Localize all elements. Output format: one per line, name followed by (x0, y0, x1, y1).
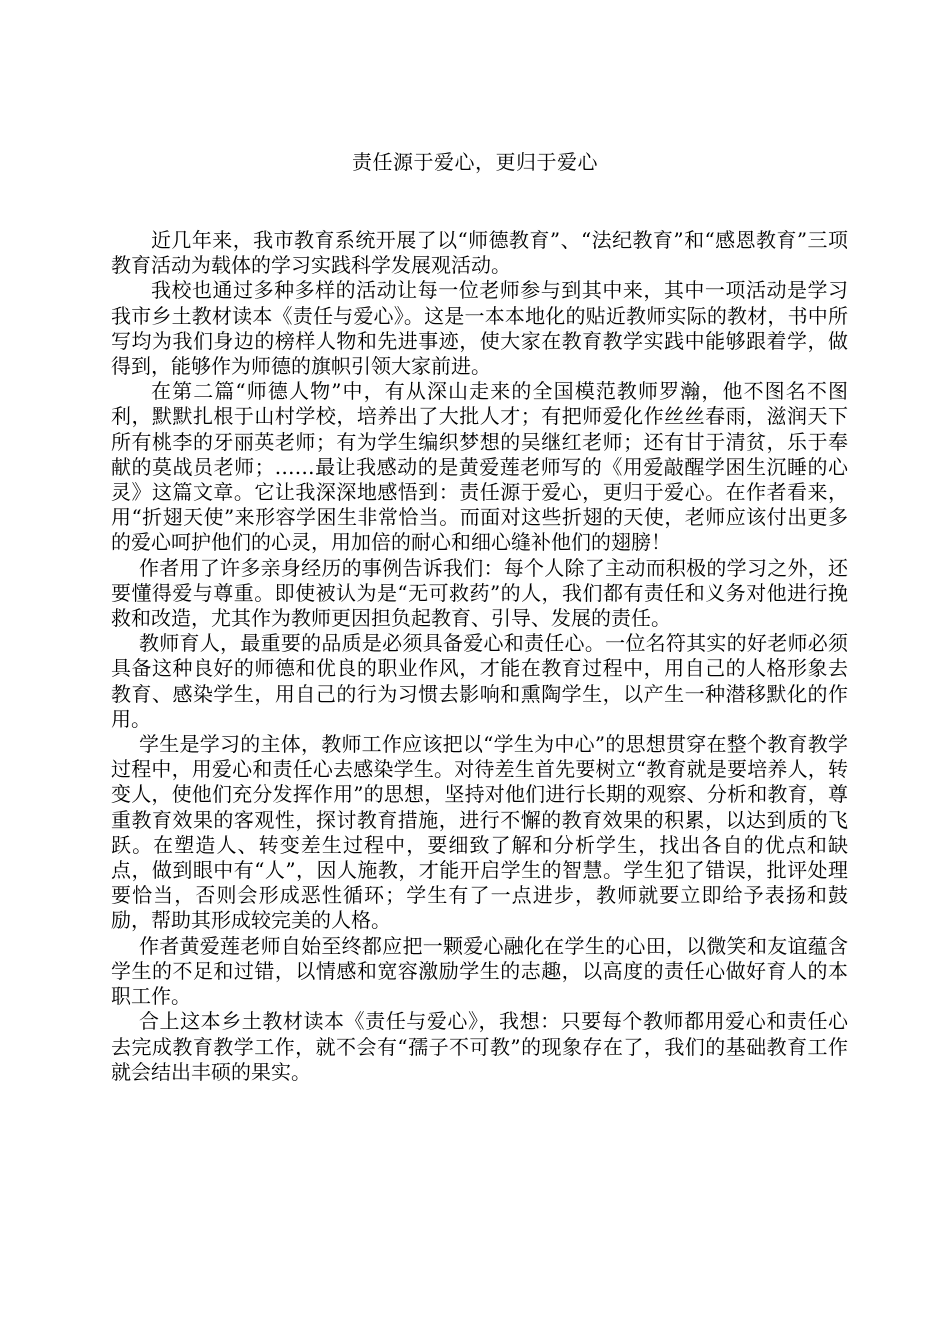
document-body (111, 228, 848, 1085)
paragraph-6: 学生是学习的主体，教师工作应该把以“学生为中心”的思想贯穿在整个教育教学过程中，用爱心和责任心去感染学生。对待差生首先要树立“教育就是要培养人，转变人，使他们充分发挥作用”的思想，坚持对他们进行长期的观察、分析和教育，尊重教育效果的客观性，探讨教育措施，进行不懈的教育效果的积累，以达到质的飞跃。在塑造人、转变差生过程中，要细致了解和分析学生，找出各自的优点和缺点，做到眼中有“人”，因人施教，才能开启学生的智慧。学生犯了错误，批评处理要恰当，否则会形成恶性循环；学生有了一点进步，教师就要立即给予表扬和鼓励，帮助其形成较完美的人格。 (111, 732, 848, 933)
paragraph-5: 教师育人，最重要的品质是必须具备爱心和责任心。一位名符其实的好老师必须具备这种良好的师德和优良的职业作风，才能在教育过程中，用自己的人格形象去教育、感染学生，用自己的行为习惯去影响和熏陶学生，以产生一种潜移默化的作用。 (111, 631, 848, 731)
paragraph-1: 近几年来，我市教育系统开展了以“师德教育”、“法纪教育”和“感恩教育”三项教育活动为载体的学习实践科学发展观活动。 (111, 228, 848, 278)
paragraph-7: 作者黄爱莲老师自始至终都应把一颗爱心融化在学生的心田，以微笑和友谊蕴含学生的不足和过错，以情感和宽容激励学生的志趣，以高度的责任心做好育人的本职工作。 (111, 933, 848, 1009)
paragraph-8: 合上这本乡土教材读本《责任与爱心》，我想：只要每个教师都用爱心和责任心去完成教育教学工作，就不会有“孺子不可教”的现象存在了，我们的基础教育工作就会结出丰硕的果实。 (111, 1009, 848, 1084)
document-title: 责任源于爱心，更归于爱心 (352, 150, 598, 174)
paragraph-4: 作者用了许多亲身经历的事例告诉我们：每个人除了主动而积极的学习之外，还要懂得爱与尊重。即使被认为是“无可救药”的人，我们都有责任和义务对他进行挽救和改造，尤其作为教师更因担负起教育、引导、发展的责任。 (111, 555, 848, 631)
paragraph-3: 在第二篇“师德人物”中，有从深山走来的全国模范教师罗瀚，他不图名不图利，默默扎根于山村学校，培养出了大批人才；有把师爱化作丝丝春雨，滋润天下所有桃李的牙丽英老师；有为学生编织梦想的吴继红老师；还有甘于清贫，乐于奉献的莫战员老师；……最让我感动的是黄爱莲老师写的《用爱敲醒学困生沉睡的心灵》这篇文章。它让我深深地感悟到：责任源于爱心，更归于爱心。在作者看来，用“折翅天使”来形容学困生非常恰当。而面对这些折翅的天使，老师应该付出更多的爱心呵护他们的心灵，用加倍的耐心和细心缝补他们的翅膀！ (111, 379, 848, 555)
paragraph-2: 我校也通过多种多样的活动让每一位老师参与到其中来，其中一项活动是学习我市乡土教材读本《责任与爱心》。这是一本本地化的贴近教师实际的教材，书中所写均为我们身边的榜样人物和先进事迹，使大家在教育教学实践中能够跟着学，做得到，能够作为师德的旗帜引领大家前进。 (111, 278, 848, 379)
